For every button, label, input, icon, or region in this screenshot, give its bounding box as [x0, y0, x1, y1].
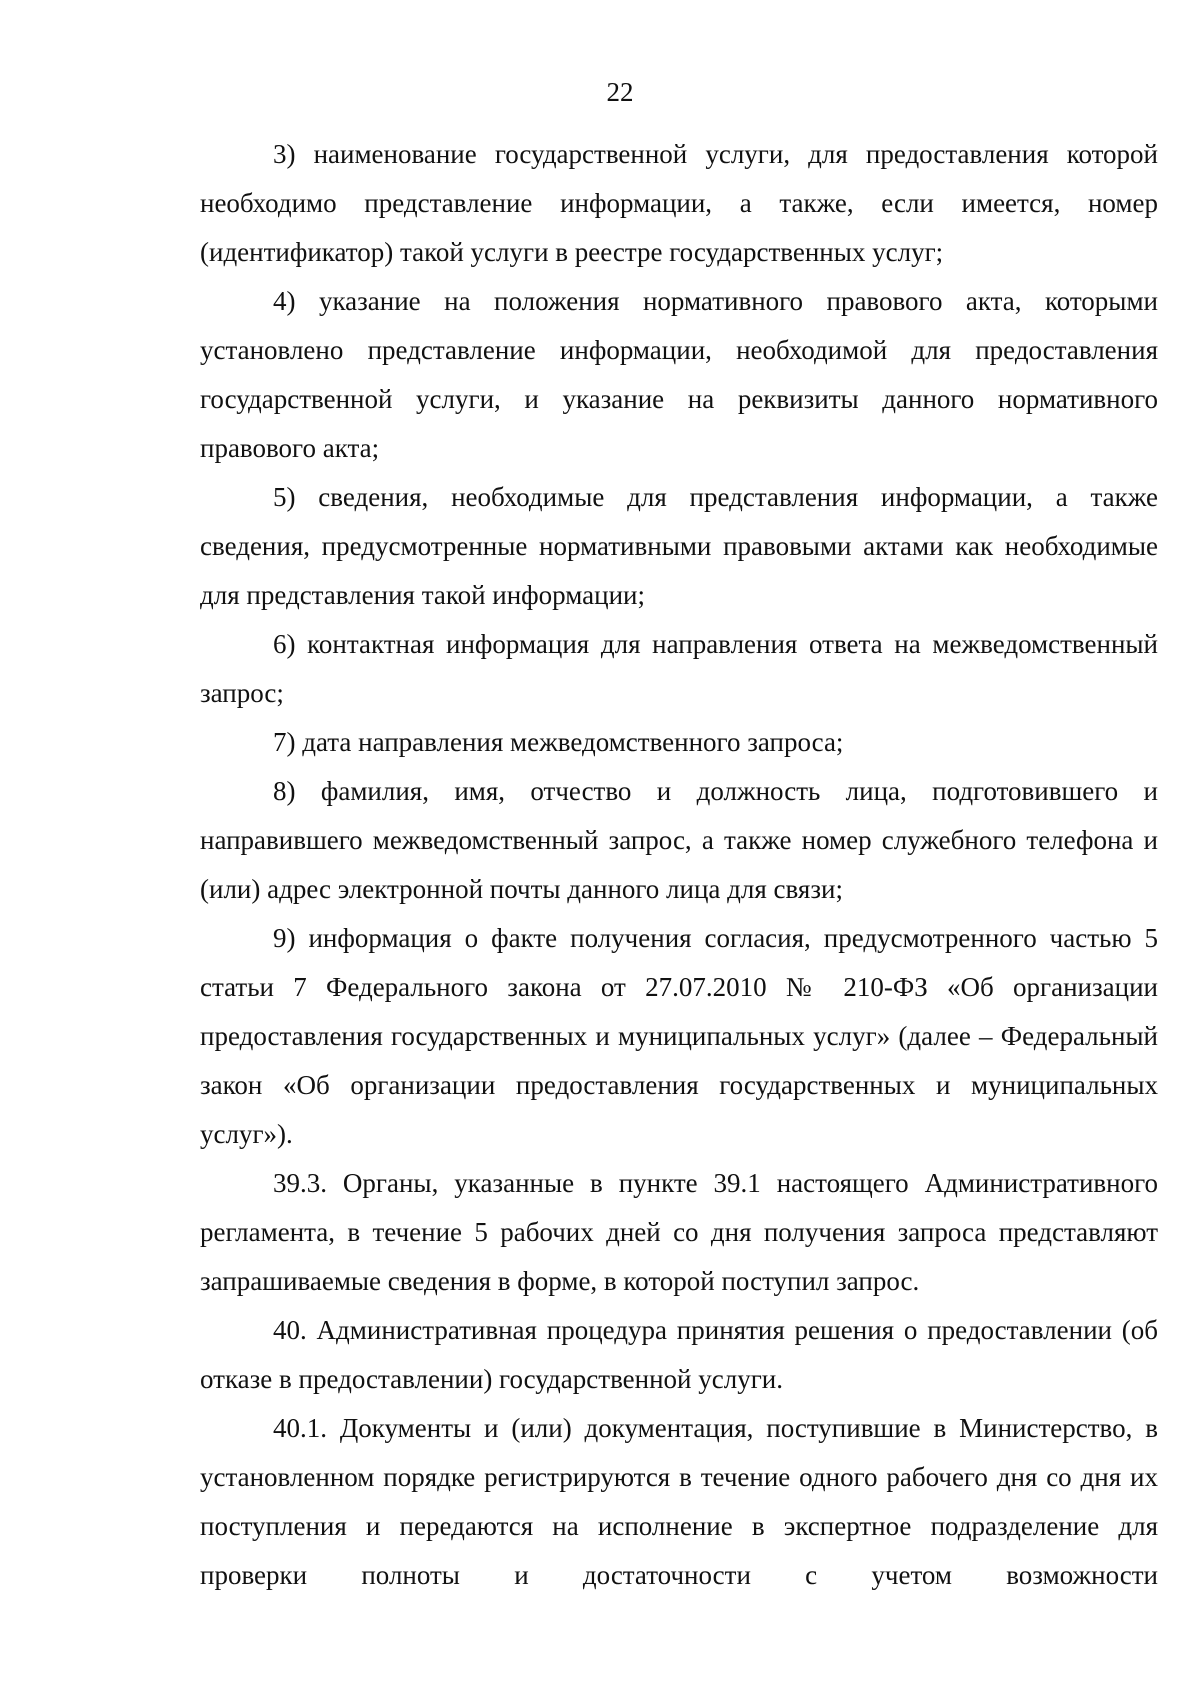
paragraph-item-6: 6) контактная информация для направления ответа на межведомственный запрос;	[200, 629, 1158, 708]
paragraph-40: 40. Административная процедура принятия решения о предоставлении (об отказе в предоставлении) государственной услуги.	[200, 1315, 1158, 1394]
paragraph-item-9: 9) информация о факте получения согласия, предусмотренного частью 5 статьи 7 Федерального закона от 27.07.2010 № 210-ФЗ «Об организации предоставления государственных и муниципальных услуг» (далее – Федеральный закон «Об организации предоставления государственных и муниципальных услуг»).	[200, 923, 1158, 1149]
paragraph-item-8: 8) фамилия, имя, отчество и должность лица, подготовившего и направившего межведомственный запрос, а также номер служебного телефона и (или) адрес электронной почты данного лица для связи;	[200, 776, 1158, 904]
paragraph-40-1: 40.1. Документы и (или) документация, поступившие в Министерство, в установленном порядке регистрируются в течение одного рабочего дня со дня их поступления и передаются на исполнение в экспертное подразделение для проверки полноты и достаточности с учетом возможности	[200, 1413, 1158, 1590]
paragraph-item-7: 7) дата направления межведомственного запроса;	[273, 727, 844, 757]
paragraph-item-3: 3) наименование государственной услуги, для предоставления которой необходимо представление информации, а также, если имеется, номер (идентификатор) такой услуги в реестре государственных услуг;	[200, 139, 1158, 267]
page-number: 22	[606, 77, 634, 107]
paragraph-item-4: 4) указание на положения нормативного правового акта, которыми установлено представление информации, необходимой для предоставления государственной услуги, и указание на реквизиты данного нормативного правового акта;	[200, 286, 1158, 463]
paragraph-39-3: 39.3. Органы, указанные в пункте 39.1 настоящего Административного регламента, в течение 5 рабочих дней со дня получения запроса представляют запрашиваемые сведения в форме, в которой поступил запрос.	[200, 1168, 1158, 1296]
document-body	[200, 130, 1158, 1600]
paragraph-item-5: 5) сведения, необходимые для представления информации, а также сведения, предусмотренные нормативными правовыми актами как необходимые для представления такой информации;	[200, 482, 1158, 610]
